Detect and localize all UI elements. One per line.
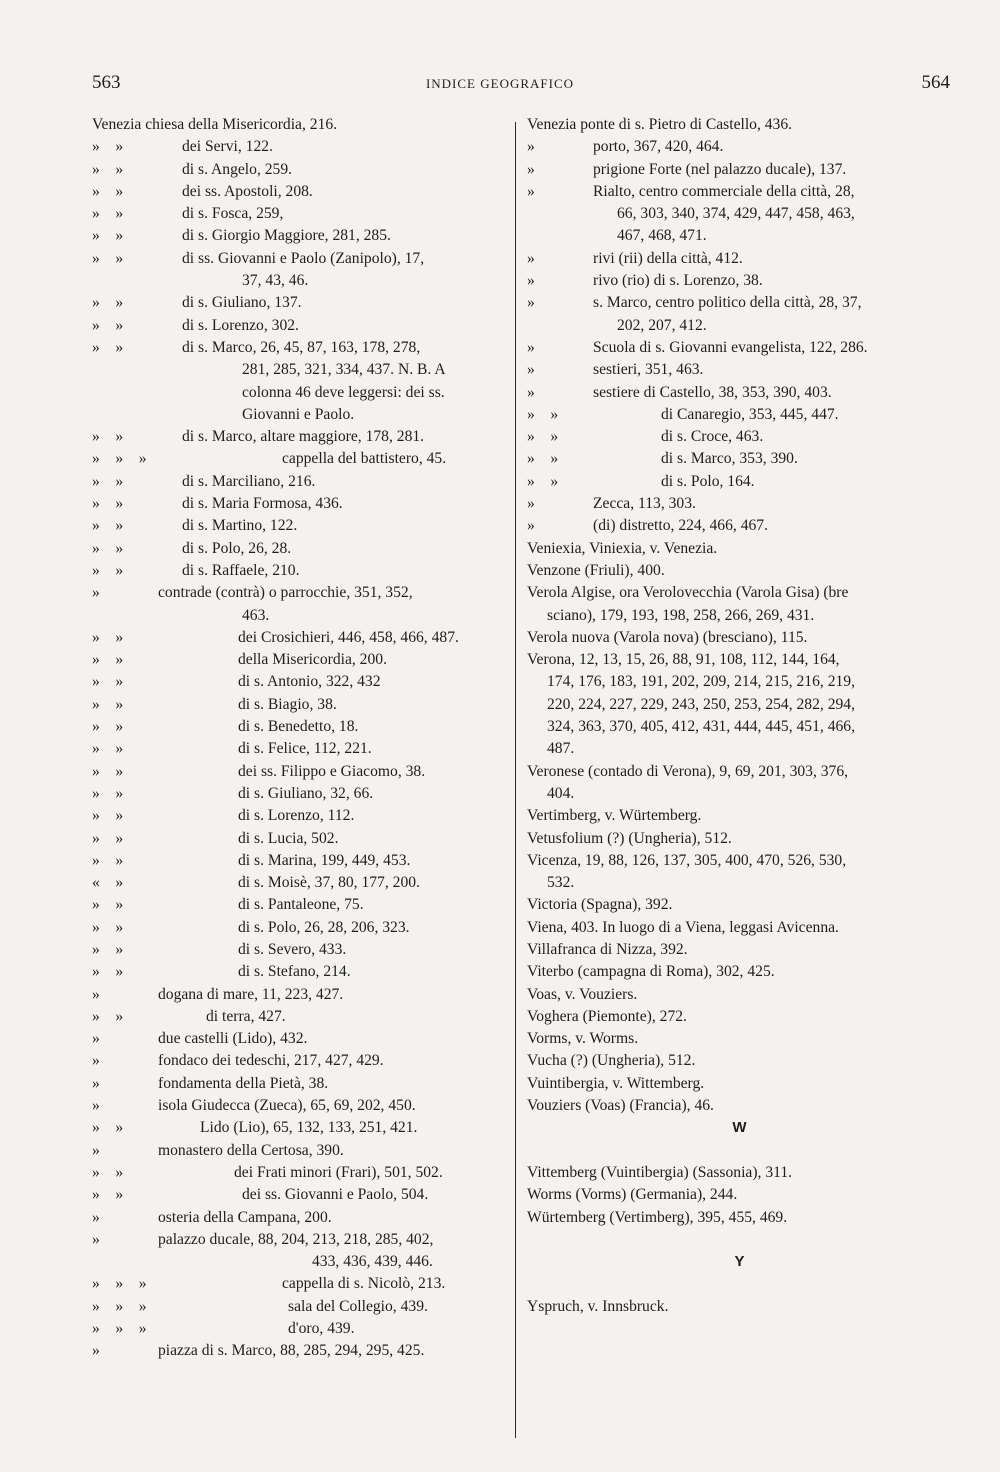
entry-text: 281, 285, 321, 334, 437. N. B. A bbox=[242, 361, 446, 379]
index-entry bbox=[92, 872, 510, 894]
ditto-marks: » bbox=[527, 160, 535, 178]
entry-text: Verola nuova (Varola nova) (bresciano), 115. bbox=[527, 628, 808, 646]
running-header bbox=[0, 72, 1000, 102]
column-divider bbox=[515, 122, 516, 1438]
index-entry bbox=[92, 984, 510, 1006]
ditto-marks: » bbox=[527, 338, 535, 356]
ditto-marks: » » bbox=[92, 517, 124, 535]
page-number-left: 563 bbox=[92, 72, 121, 93]
entry-text: Yspruch, v. Innsbruck. bbox=[527, 1297, 669, 1315]
ditto-marks: » » bbox=[92, 294, 124, 312]
entry-text: di s. Angelo, 259. bbox=[182, 160, 293, 178]
entry-text: Würtemberg (Vertimberg), 395, 455, 469. bbox=[527, 1208, 788, 1226]
ditto-marks: » » bbox=[92, 1186, 124, 1204]
index-entry bbox=[92, 1162, 510, 1184]
index-entry bbox=[527, 850, 952, 872]
ditto-marks: » bbox=[527, 495, 535, 513]
ditto-marks: » » bbox=[92, 249, 124, 267]
ditto-marks: » » » bbox=[92, 1320, 147, 1338]
index-entry bbox=[92, 939, 510, 961]
section-letter bbox=[527, 1117, 952, 1139]
index-entry bbox=[527, 159, 952, 181]
index-entry bbox=[527, 1207, 952, 1229]
entry-text: Victoria (Spagna), 392. bbox=[527, 896, 673, 914]
index-entry bbox=[527, 828, 952, 850]
index-entry bbox=[527, 783, 952, 805]
index-entry bbox=[527, 1006, 952, 1028]
index-entry bbox=[527, 560, 952, 582]
entry-text: dei Frati minori (Frari), 501, 502. bbox=[234, 1163, 443, 1181]
index-entry bbox=[527, 1140, 952, 1162]
ditto-marks: » » bbox=[92, 428, 124, 446]
entry-text: di s. Marina, 199, 449, 453. bbox=[238, 851, 411, 869]
entry-text: Veniexia, Viniexia, v. Venezia. bbox=[527, 539, 718, 557]
entry-text: Venezia ponte di s. Pietro di Castello, 436. bbox=[527, 116, 793, 133]
entry-text: 324, 363, 370, 405, 412, 431, 444, 445, 451, 466, bbox=[547, 718, 855, 736]
entry-text: 202, 207, 412. bbox=[617, 316, 707, 334]
index-entry bbox=[527, 872, 952, 894]
ditto-marks: » » bbox=[92, 205, 124, 223]
index-entry bbox=[92, 1296, 510, 1318]
entry-text: Vorms, v. Worms. bbox=[527, 1030, 639, 1048]
entry-text: di s. Biagio, 38. bbox=[238, 695, 337, 713]
ditto-marks: « » bbox=[92, 874, 124, 892]
ditto-marks: » » bbox=[92, 807, 124, 825]
index-entry bbox=[92, 1340, 510, 1362]
entry-text: d'oro, 439. bbox=[288, 1320, 355, 1338]
index-entry bbox=[527, 917, 952, 939]
index-entry bbox=[92, 1117, 510, 1139]
index-entry bbox=[527, 649, 952, 671]
ditto-marks: » » » bbox=[92, 1297, 147, 1315]
index-entry bbox=[92, 1140, 510, 1162]
index-entry bbox=[527, 382, 952, 404]
index-entry bbox=[92, 1318, 510, 1340]
ditto-marks: » » » bbox=[92, 450, 147, 468]
entry-text: di s. Lucia, 502. bbox=[238, 829, 339, 847]
entry-text: Lido (Lio), 65, 132, 133, 251, 421. bbox=[200, 1119, 418, 1137]
ditto-marks: » » bbox=[92, 673, 124, 691]
index-entry bbox=[527, 605, 952, 627]
index-entry bbox=[92, 1184, 510, 1206]
ditto-marks: » » bbox=[527, 472, 559, 490]
ditto-marks: » bbox=[92, 584, 100, 602]
index-entry bbox=[92, 1028, 510, 1050]
entry-text: di s. Marco, 353, 390. bbox=[661, 450, 798, 468]
ditto-marks: » » bbox=[92, 138, 124, 156]
entry-text: 66, 303, 340, 374, 429, 447, 458, 463, bbox=[617, 205, 855, 223]
index-column-left bbox=[92, 114, 510, 1363]
entry-text: rivo (rio) di s. Lorenzo, 38. bbox=[593, 272, 763, 290]
ditto-marks: » » bbox=[92, 338, 124, 356]
entry-text: dogana di mare, 11, 223, 427. bbox=[158, 985, 344, 1003]
index-entry bbox=[92, 315, 510, 337]
entry-text: di s. Felice, 112, 221. bbox=[238, 740, 372, 758]
index-entry bbox=[527, 582, 952, 604]
ditto-marks: » bbox=[92, 1074, 100, 1092]
index-entry bbox=[92, 248, 510, 270]
index-entry bbox=[92, 1207, 510, 1229]
ditto-marks: » » bbox=[92, 472, 124, 490]
ditto-marks: » bbox=[527, 249, 535, 267]
entry-text: di s. Polo, 164. bbox=[661, 472, 755, 490]
entry-text: Giovanni e Paolo. bbox=[242, 405, 355, 423]
entry-text: di s. Severo, 433. bbox=[238, 940, 347, 958]
entry-text: palazzo ducale, 88, 204, 213, 218, 285, 402, bbox=[158, 1230, 434, 1248]
entry-text: di s. Fosca, 259, bbox=[182, 205, 284, 223]
index-entry bbox=[527, 1296, 952, 1318]
index-entry bbox=[527, 493, 952, 515]
ditto-marks: » » bbox=[92, 539, 124, 557]
ditto-marks: » bbox=[92, 1097, 100, 1115]
entry-text: piazza di s. Marco, 88, 285, 294, 295, 425. bbox=[158, 1342, 425, 1360]
index-entry bbox=[527, 984, 952, 1006]
index-entry bbox=[527, 1162, 952, 1184]
index-entry bbox=[92, 382, 510, 404]
index-entry bbox=[92, 159, 510, 181]
entry-text: fondaco dei tedeschi, 217, 427, 429. bbox=[158, 1052, 384, 1070]
ditto-marks: » » bbox=[92, 160, 124, 178]
entry-text: di s. Antonio, 322, 432 bbox=[238, 673, 381, 691]
index-entry bbox=[527, 270, 952, 292]
index-entry bbox=[527, 426, 952, 448]
index-entry bbox=[527, 716, 952, 738]
entry-text: 532. bbox=[547, 874, 575, 892]
entry-text: Worms (Vorms) (Germania), 244. bbox=[527, 1186, 738, 1204]
index-entry bbox=[527, 894, 952, 916]
index-entry bbox=[527, 515, 952, 537]
index-column-right bbox=[527, 114, 952, 1318]
entry-text: 463. bbox=[242, 606, 270, 624]
entry-text: Vittemberg (Vuintibergia) (Sassonia), 311. bbox=[527, 1163, 793, 1181]
entry-text: Viena, 403. In luogo di a Viena, leggasi Avicenna. bbox=[527, 918, 839, 936]
entry-text: isola Giudecca (Zueca), 65, 69, 202, 450. bbox=[158, 1097, 416, 1115]
entry-text: di s. Marciliano, 216. bbox=[182, 472, 316, 490]
ditto-marks: » bbox=[527, 517, 535, 535]
entry-text: 487. bbox=[547, 740, 575, 758]
index-entry bbox=[92, 627, 510, 649]
index-entry bbox=[527, 448, 952, 470]
entry-text: sestiere di Castello, 38, 353, 390, 403. bbox=[593, 383, 832, 401]
index-entry bbox=[527, 404, 952, 426]
entry-text: di s. Giuliano, 32, 66. bbox=[238, 784, 374, 802]
entry-text: di s. Maria Formosa, 436. bbox=[182, 495, 343, 513]
index-entry bbox=[92, 114, 510, 136]
index-entry bbox=[92, 605, 510, 627]
ditto-marks: » bbox=[92, 1052, 100, 1070]
entry-text: di s. Giuliano, 137. bbox=[182, 294, 302, 312]
index-entry bbox=[527, 961, 952, 983]
index-entry bbox=[92, 404, 510, 426]
ditto-marks: » bbox=[527, 294, 535, 312]
ditto-marks: » » bbox=[92, 963, 124, 981]
entry-text: di s. Pantaleone, 75. bbox=[238, 896, 364, 914]
index-entry bbox=[527, 694, 952, 716]
index-entry bbox=[92, 716, 510, 738]
entry-text: 37, 43, 46. bbox=[242, 272, 309, 290]
index-entry bbox=[527, 738, 952, 760]
index-entry bbox=[92, 1229, 510, 1251]
ditto-marks: » » bbox=[92, 182, 124, 200]
ditto-marks: » » bbox=[92, 695, 124, 713]
entry-text bbox=[527, 1275, 531, 1292]
index-entry bbox=[527, 671, 952, 693]
index-entry bbox=[527, 1028, 952, 1050]
ditto-marks: » » bbox=[92, 1007, 124, 1025]
entry-text: Villafranca di Nizza, 392. bbox=[527, 940, 688, 958]
ditto-marks: » » » bbox=[92, 1275, 147, 1293]
index-entry bbox=[527, 181, 952, 203]
ditto-marks: » » bbox=[92, 316, 124, 334]
entry-text: di s. Polo, 26, 28, 206, 323. bbox=[238, 918, 410, 936]
entry-text: Voghera (Piemonte), 272. bbox=[527, 1007, 687, 1025]
ditto-marks: » » bbox=[527, 450, 559, 468]
entry-text: sciano), 179, 193, 198, 258, 266, 269, 431. bbox=[547, 606, 815, 624]
entry-text: di s. Moisè, 37, 80, 177, 200. bbox=[238, 874, 420, 892]
entry-text: di s. Lorenzo, 302. bbox=[182, 316, 299, 334]
entry-text: sala del Collegio, 439. bbox=[288, 1297, 428, 1315]
ditto-marks: » bbox=[527, 272, 535, 290]
index-entry bbox=[92, 292, 510, 314]
ditto-marks: » » bbox=[92, 651, 124, 669]
index-entry bbox=[527, 627, 952, 649]
index-entry bbox=[527, 114, 952, 136]
ditto-marks: » bbox=[527, 383, 535, 401]
index-entry bbox=[92, 203, 510, 225]
entry-text: di s. Marco, 26, 45, 87, 163, 178, 278, bbox=[182, 338, 421, 356]
entry-text: dei ss. Filippo e Giacomo, 38. bbox=[238, 762, 426, 780]
index-entry bbox=[92, 694, 510, 716]
entry-text: contrade (contrà) o parrocchie, 351, 352, bbox=[158, 584, 413, 602]
index-entry bbox=[92, 738, 510, 760]
entry-text: Vicenza, 19, 88, 126, 137, 305, 400, 470, 526, 530, bbox=[527, 851, 847, 869]
entry-text: (di) distretto, 224, 466, 467. bbox=[593, 517, 768, 535]
index-entry bbox=[92, 448, 510, 470]
index-entry bbox=[92, 471, 510, 493]
index-entry bbox=[527, 1050, 952, 1072]
index-entry bbox=[92, 582, 510, 604]
index-entry bbox=[92, 1251, 510, 1273]
index-entry bbox=[92, 337, 510, 359]
entry-text: dei Servi, 122. bbox=[182, 138, 273, 156]
index-entry bbox=[527, 203, 952, 225]
entry-text: cappella di s. Nicolò, 213. bbox=[282, 1275, 446, 1293]
entry-text: dei ss. Apostoli, 208. bbox=[182, 182, 313, 200]
entry-text: cappella del battistero, 45. bbox=[282, 450, 447, 468]
index-entry bbox=[527, 761, 952, 783]
index-entry bbox=[92, 426, 510, 448]
entry-text: Venezia chiesa della Misericordia, 216. bbox=[92, 116, 338, 133]
entry-text: due castelli (Lido), 432. bbox=[158, 1030, 308, 1048]
ditto-marks: » bbox=[92, 1208, 100, 1226]
entry-text: Rialto, centro commerciale della città, 28, bbox=[593, 182, 855, 200]
entry-text: della Misericordia, 200. bbox=[238, 651, 387, 669]
entry-text: porto, 367, 420, 464. bbox=[593, 138, 724, 156]
entry-text: Y bbox=[734, 1253, 745, 1271]
entry-text: Voas, v. Vouziers. bbox=[527, 985, 638, 1003]
entry-text: dei ss. Giovanni e Paolo, 504. bbox=[242, 1186, 429, 1204]
index-entry bbox=[527, 337, 952, 359]
index-entry bbox=[92, 671, 510, 693]
index-entry bbox=[92, 1050, 510, 1072]
index-entry bbox=[527, 248, 952, 270]
index-entry bbox=[527, 225, 952, 247]
index-entry bbox=[92, 761, 510, 783]
ditto-marks: » » bbox=[527, 428, 559, 446]
entry-text: prigione Forte (nel palazzo ducale), 137. bbox=[593, 160, 847, 178]
page-number-right: 564 bbox=[921, 72, 950, 93]
entry-text: sestieri, 351, 463. bbox=[593, 361, 704, 379]
index-entry bbox=[92, 225, 510, 247]
index-entry bbox=[527, 1184, 952, 1206]
index-entry bbox=[92, 783, 510, 805]
ditto-marks: » » bbox=[92, 851, 124, 869]
entry-text: di s. Marco, altare maggiore, 178, 281. bbox=[182, 428, 425, 446]
index-entry bbox=[92, 270, 510, 292]
entry-text: di s. Raffaele, 210. bbox=[182, 561, 300, 579]
ditto-marks: » bbox=[527, 138, 535, 156]
entry-text: di s. Croce, 463. bbox=[661, 428, 764, 446]
entry-text: Zecca, 113, 303. bbox=[593, 495, 696, 513]
entry-text: 174, 176, 183, 191, 202, 209, 214, 215, 216, 219, bbox=[547, 673, 855, 691]
entry-text: 404. bbox=[547, 784, 575, 802]
entry-text: monastero della Certosa, 390. bbox=[158, 1141, 344, 1159]
ditto-marks: » bbox=[92, 1141, 100, 1159]
index-entry bbox=[527, 292, 952, 314]
entry-text: 467, 468, 471. bbox=[617, 227, 707, 245]
index-entry bbox=[92, 136, 510, 158]
index-entry bbox=[527, 1229, 952, 1251]
ditto-marks: » » bbox=[92, 495, 124, 513]
entry-text: di s. Benedetto, 18. bbox=[238, 718, 359, 736]
entry-text: Verona, 12, 13, 15, 26, 88, 91, 108, 112, 144, 164, bbox=[527, 651, 840, 669]
entry-text: W bbox=[732, 1119, 747, 1137]
ditto-marks: » bbox=[92, 1342, 100, 1360]
ditto-marks: » » bbox=[92, 829, 124, 847]
index-entry bbox=[92, 828, 510, 850]
index-entry bbox=[92, 493, 510, 515]
entry-text: Vouziers (Voas) (Francia), 46. bbox=[527, 1097, 714, 1115]
entry-text: Scuola di s. Giovanni evangelista, 122, 286. bbox=[593, 338, 868, 356]
entry-text: di Canaregio, 353, 445, 447. bbox=[661, 405, 839, 423]
entry-text: di terra, 427. bbox=[206, 1007, 286, 1025]
index-entry bbox=[92, 805, 510, 827]
index-entry bbox=[92, 515, 510, 537]
index-entry bbox=[527, 939, 952, 961]
ditto-marks: » » bbox=[92, 561, 124, 579]
index-entry bbox=[92, 917, 510, 939]
ditto-marks: » » bbox=[92, 227, 124, 245]
ditto-marks: » bbox=[92, 985, 100, 1003]
ditto-marks: » » bbox=[92, 784, 124, 802]
ditto-marks: » » bbox=[92, 628, 124, 646]
ditto-marks: » » bbox=[92, 740, 124, 758]
ditto-marks: » » bbox=[92, 762, 124, 780]
ditto-marks: » » bbox=[92, 1119, 124, 1137]
ditto-marks: » » bbox=[92, 1163, 124, 1181]
index-entry bbox=[92, 1095, 510, 1117]
entry-text: di s. Lorenzo, 112. bbox=[238, 807, 355, 825]
index-entry bbox=[92, 538, 510, 560]
index-entry bbox=[92, 961, 510, 983]
index-entry bbox=[92, 850, 510, 872]
entry-text: dei Crosichieri, 446, 458, 466, 487. bbox=[238, 628, 459, 646]
entry-text: 433, 436, 439, 446. bbox=[312, 1253, 433, 1271]
entry-text: Vuintibergia, v. Wittemberg. bbox=[527, 1074, 705, 1092]
entry-text: s. Marco, centro politico della città, 28, 37, bbox=[593, 294, 862, 312]
index-entry bbox=[527, 1095, 952, 1117]
ditto-marks: » » bbox=[527, 405, 559, 423]
entry-text: colonna 46 deve leggersi: dei ss. bbox=[242, 383, 445, 401]
index-entry bbox=[92, 1273, 510, 1295]
entry-text: Verola Algise, ora Verolovecchia (Varola Gisa) (bre bbox=[527, 584, 849, 602]
index-entry bbox=[527, 315, 952, 337]
entry-text: osteria della Campana, 200. bbox=[158, 1208, 332, 1226]
entry-text: Vucha (?) (Ungheria), 512. bbox=[527, 1052, 696, 1070]
running-title: INDICE GEOGRAFICO bbox=[425, 76, 575, 91]
ditto-marks: » » bbox=[92, 896, 124, 914]
index-entry bbox=[527, 359, 952, 381]
entry-text bbox=[527, 1142, 531, 1159]
entry-text: Vetusfolium (?) (Ungheria), 512. bbox=[527, 829, 732, 847]
entry-text: di ss. Giovanni e Paolo (Zanipolo), 17, bbox=[182, 249, 425, 267]
entry-text bbox=[527, 1231, 531, 1248]
entry-text: rivi (rii) della città, 412. bbox=[593, 249, 743, 267]
entry-text: di s. Giorgio Maggiore, 281, 285. bbox=[182, 227, 391, 245]
ditto-marks: » bbox=[527, 182, 535, 200]
index-entry bbox=[527, 538, 952, 560]
entry-text: 220, 224, 227, 229, 243, 250, 253, 254, 282, 294, bbox=[547, 695, 855, 713]
index-entry bbox=[92, 560, 510, 582]
index-entry bbox=[92, 649, 510, 671]
entry-text: Veronese (contado di Verona), 9, 69, 201, 303, 376, bbox=[527, 762, 849, 780]
entry-text: di s. Stefano, 214. bbox=[238, 963, 351, 981]
index-entry bbox=[92, 181, 510, 203]
entry-text: fondamenta della Pietà, 38. bbox=[158, 1074, 329, 1092]
index-entry bbox=[92, 359, 510, 381]
entry-text: di s. Polo, 26, 28. bbox=[182, 539, 292, 557]
index-entry bbox=[92, 1006, 510, 1028]
index-entry bbox=[527, 471, 952, 493]
index-entry bbox=[527, 1073, 952, 1095]
index-entry bbox=[527, 1273, 952, 1295]
index-entry bbox=[527, 805, 952, 827]
section-letter bbox=[527, 1251, 952, 1273]
entry-text: Venzone (Friuli), 400. bbox=[527, 561, 665, 579]
index-entry bbox=[92, 894, 510, 916]
ditto-marks: » bbox=[527, 361, 535, 379]
ditto-marks: » bbox=[92, 1030, 100, 1048]
ditto-marks: » » bbox=[92, 940, 124, 958]
index-entry bbox=[527, 136, 952, 158]
index-entry bbox=[92, 1073, 510, 1095]
entry-text: Vertimberg, v. Würtemberg. bbox=[527, 807, 702, 825]
entry-text: di s. Martino, 122. bbox=[182, 517, 298, 535]
ditto-marks: » » bbox=[92, 918, 124, 936]
ditto-marks: » bbox=[92, 1230, 100, 1248]
entry-text: Viterbo (campagna di Roma), 302, 425. bbox=[527, 963, 775, 981]
ditto-marks: » » bbox=[92, 718, 124, 736]
